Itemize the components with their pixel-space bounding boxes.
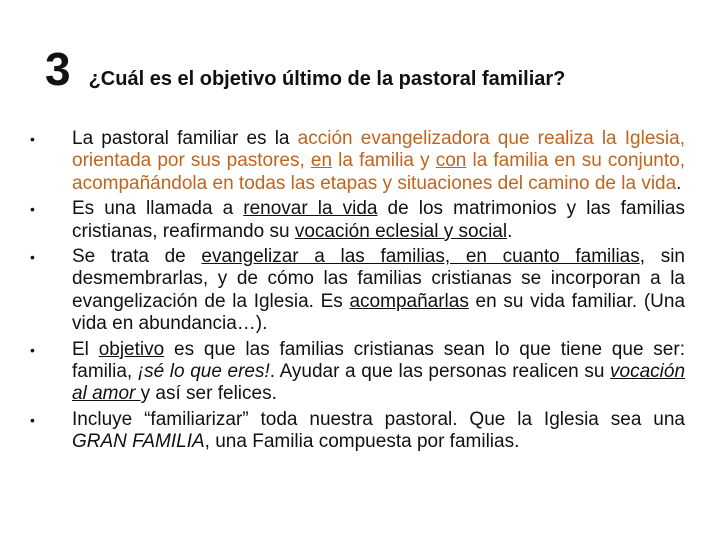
bullet-icon: • <box>30 201 35 218</box>
underlined-text: acompañarlas <box>349 290 469 312</box>
bullet-text: El objetivo es que las familias cristianas sean lo que tiene que ser: familia, ¡sé lo que eres!. Ayudar a que las personas realicen su vocación al amor y así ser felices. <box>72 338 686 405</box>
bullet-item <box>30 246 685 336</box>
underlined-text: en <box>310 150 333 172</box>
bullet-icon: • <box>30 341 35 358</box>
bullet-text: Es una llamada a renovar la vida de los matrimonios y las familias cristianas, reafirmando su vocación eclesial y social. <box>72 198 685 242</box>
bullet-icon: • <box>30 411 35 428</box>
highlight-text: acción evangelizadora que realiza la Iglesia <box>297 128 680 149</box>
bullet-item <box>30 198 685 243</box>
underlined-text: evangelizar a las familias, en cuanto familias <box>201 246 640 268</box>
underlined-text: vocación eclesial y social <box>294 220 508 242</box>
bullet-text: La pastoral familiar es la acción evangelizadora que realiza la Iglesia, orientada por sus pastores, en la familia y con la familia en su conjunto, acompañándola en todas las etapas y situaciones del camino de la vida. <box>72 128 685 194</box>
italic-text: ¡sé lo que eres! <box>137 361 270 383</box>
slide-title: ¿Cuál es el objetivo último de la pastoral familiar? <box>88 68 566 90</box>
slide-number: 3 <box>45 43 71 95</box>
bullet-item <box>30 409 685 454</box>
underlined-text: renovar la vida <box>243 198 378 220</box>
underlined-text: con <box>435 150 467 172</box>
bullet-text: Se trata de evangelizar a las familias, en cuanto familias, sin desmembrarlas, y de cómo las familias cristianas se incorporan a la evangelización de la Iglesia. Es acompañarlas en su vida familiar. (Una vida en abundancia…). <box>72 246 686 335</box>
slide-header <box>45 43 566 95</box>
bullet-text: Incluye “familiarizar” toda nuestra pastoral. Que la Iglesia sea una GRAN FAMILIA, una Familia compuesta por familias. <box>72 408 685 453</box>
italic-underlined-text: vocación al amor <box>72 361 686 405</box>
bullet-item <box>30 339 685 406</box>
bullet-icon: • <box>30 249 35 266</box>
bullet-icon: • <box>30 131 35 147</box>
underlined-text: objetivo <box>98 338 165 360</box>
bullet-item <box>30 128 685 195</box>
italic-text: GRAN FAMILIA <box>72 431 205 453</box>
bullet-list <box>30 128 685 457</box>
